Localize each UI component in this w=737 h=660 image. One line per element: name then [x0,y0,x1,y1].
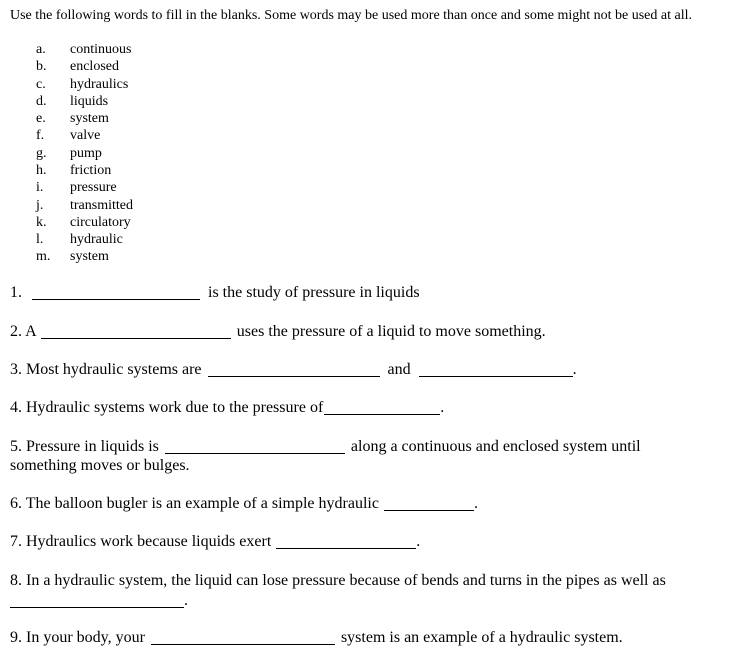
item-letter: l. [36,232,44,247]
item-letter: k. [36,215,47,230]
item-letter: h. [36,163,47,178]
item-letter: j. [36,198,44,213]
question-3 [10,361,577,379]
item-word: enclosed [70,59,119,74]
item-letter: g. [36,146,47,161]
question-number: 1. [10,284,22,301]
question-6 [10,495,478,513]
question-end: . [184,592,188,609]
answer-blank-5[interactable] [165,452,345,454]
item-letter: c. [36,77,46,92]
question-5 [10,438,641,456]
answer-blank-7[interactable] [276,547,416,549]
item-word: liquids [70,94,109,109]
answer-blank-8[interactable] [10,606,184,608]
question-4 [10,399,444,417]
answer-blank-2[interactable] [41,337,231,339]
item-word: valve [70,128,101,143]
answer-blank-6[interactable] [384,509,474,511]
question-end: . [440,399,445,416]
word-bank-item [36,180,117,197]
word-bank-item [36,42,131,59]
question-text: is the study of pressure in liquids [208,284,420,301]
item-letter: e. [36,111,46,126]
word-bank-item [36,232,123,249]
question-text: 4. Hydraulic systems work due to the pressure of [10,399,324,416]
question-text: 8. In a hydraulic system, the liquid can lose pressure because of bends and turns in the pipes as well as [10,572,666,589]
question-8 [10,572,666,590]
word-bank-item [36,94,108,111]
answer-blank-3a[interactable] [208,375,380,377]
word-bank-item [36,128,100,145]
word-bank-item [36,215,131,232]
question-text: 5. Pressure in liquids is [10,438,159,455]
answer-blank-1[interactable] [32,298,200,300]
item-word: transmitted [70,198,133,213]
word-bank-item [36,146,102,163]
word-bank-item [36,249,109,266]
question-9 [10,629,623,647]
question-end: . [572,361,577,378]
item-word: pressure [70,180,117,195]
question-text: 7. Hydraulics work because liquids exert [10,533,272,550]
word-bank-item [36,59,119,76]
instructions: Use the following words to fill in the blanks. Some words may be used more than once and some might not be used at all. [10,8,692,23]
question-text: 2. A [10,323,36,340]
item-word: system [70,111,109,126]
item-word: friction [70,163,112,178]
item-word: continuous [70,42,132,57]
word-bank-item [36,198,133,215]
question-end: . [473,495,478,512]
question-text: 9. In your body, your [10,629,145,646]
question-end: . [416,533,421,550]
question-text: 6. The balloon bugler is an example of a simple hydraulic [10,495,379,512]
item-letter: d. [36,94,47,109]
question-7 [10,533,420,551]
question-text: system is an example of a hydraulic system. [340,629,623,646]
question-text: 3. Most hydraulic systems are [10,361,202,378]
item-letter: a. [36,42,46,57]
question-5-line-2: something moves or bulges. [10,457,190,474]
answer-blank-9[interactable] [151,643,335,645]
answer-blank-3b[interactable] [419,375,573,377]
item-letter: i. [36,180,44,195]
item-word: hydraulic [70,232,123,247]
question-2 [10,323,546,341]
question-text: uses the pressure of a liquid to move something. [236,323,546,340]
question-8-line-2 [10,592,188,610]
item-word: circulatory [70,215,131,230]
word-bank-item [36,163,111,180]
item-letter: f. [36,128,45,143]
item-word: hydraulics [70,77,129,92]
question-text: along a continuous and enclosed system until [350,438,641,455]
item-letter: b. [36,59,47,74]
item-word: system [70,249,109,264]
question-text: and [387,361,411,378]
item-word: pump [70,146,102,161]
item-letter: m. [36,249,51,264]
word-bank-item [36,77,128,94]
word-bank-item [36,111,109,128]
answer-blank-4[interactable] [324,413,440,415]
question-1 [10,284,420,302]
